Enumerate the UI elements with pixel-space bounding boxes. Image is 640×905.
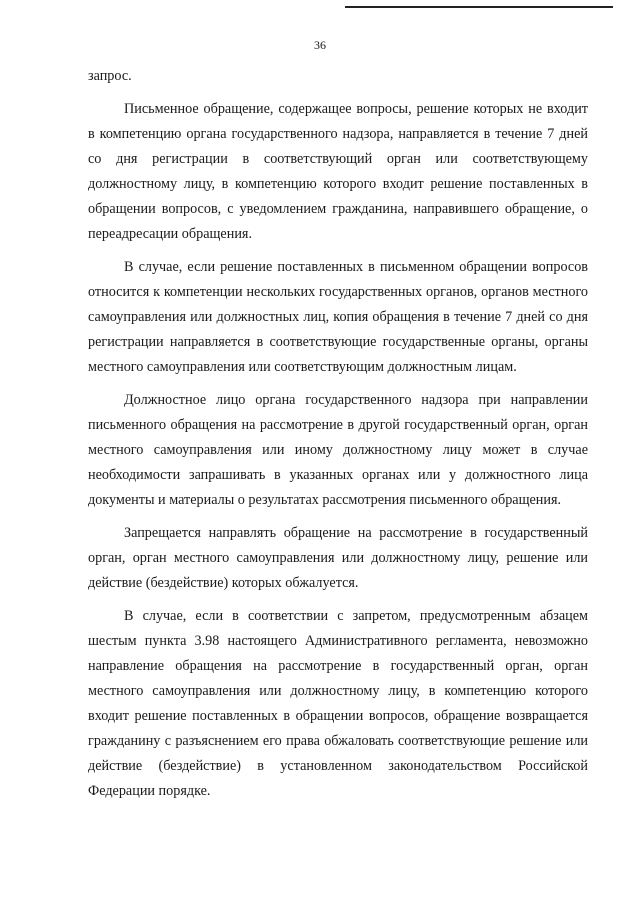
paragraph-1: Письменное обращение, содержащее вопросы, решение которых не входит в компетенцию органа государственного надзора, направляется в течение 7 дней со дня регистрации в соответствующий орган или соответствующему должностному лицу, в компетенцию которого входит решение поставленных в обращении вопросов, с уведомлением гражданина, направившего обращение, о переадресации обращения.: [88, 101, 588, 242]
paragraph-3: Должностное лицо органа государственного надзора при направлении письменного обращения на рассмотрение в другой государственный орган, орган местного самоуправления или иному должностному лицу может в случае необходимости запрашивать в указанных органах или у должностного лица документы и материалы о результатах рассмотрения письменного обращения.: [88, 392, 588, 508]
paragraph-2: В случае, если решение поставленных в письменном обращении вопросов относится к компетенции нескольких государственных органов, органов местного самоуправления или должностных лиц, копия обращения в течение 7 дней со дня регистрации направляется в соответствующие государственные органы, органы местного самоуправления или соответствующим должностным лицам.: [88, 259, 588, 375]
top-rule: [345, 6, 613, 8]
paragraph-continuation: запрос.: [88, 68, 132, 84]
paragraph-5: В случае, если в соответствии с запретом, предусмотренным абзацем шестым пункта 3.98 настоящего Административного регламента, невозможно направление обращения на рассмотрение в государственный орган, орган местного самоуправления или должностному лицу, в компетенцию которого входит решение поставленных в обращении вопросов, обращение возвращается гражданину с разъяснением его права обжаловать соответствующие решение или действие (бездействие) в установленном законодательством Российской Федерации порядке.: [88, 608, 588, 799]
paragraph-4: Запрещается направлять обращение на рассмотрение в государственный орган, орган местного самоуправления или должностному лицу, решение или действие (бездействие) которых обжалуется.: [88, 525, 588, 591]
document-body: [88, 64, 588, 804]
page-number: 36: [314, 38, 326, 52]
